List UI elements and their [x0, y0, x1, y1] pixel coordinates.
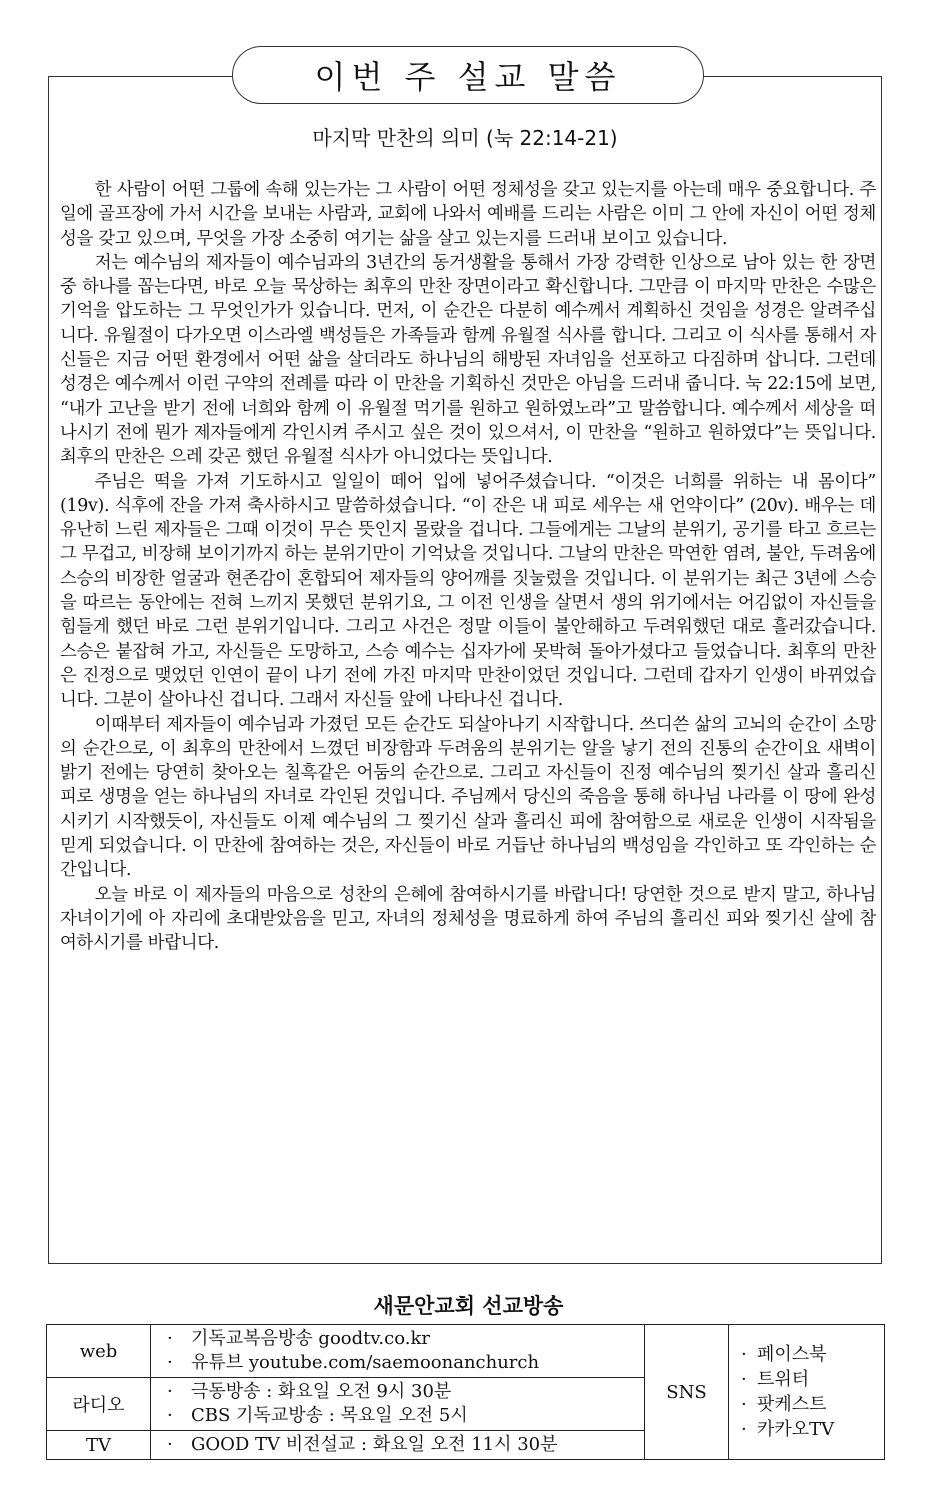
web-items [151, 1325, 645, 1378]
broadcast-table [46, 1324, 885, 1460]
radio-items [151, 1378, 645, 1431]
list-item: · 극동방송 : 화요일 오전 9시 30분 [167, 1380, 644, 1404]
list-item: · 기독교복음방송 goodtv.co.kr [167, 1327, 644, 1351]
list-item: · CBS 기독교방송 : 목요일 오전 5시 [167, 1404, 644, 1428]
row-label-radio: 라디오 [47, 1378, 151, 1431]
sermon-paragraph: 한 사람이 어떤 그룹에 속해 있는가는 그 사람이 어떤 정체성을 갖고 있는지를 아는데 매우 중요합니다. 주일에 골프장에 가서 시간을 보내는 사람과, 교회에 나와서 예배를 드리는 사람은 이미 그 안에 자신이 어떤 정체성을 갖고 있으며, 무엇을 가장 소중히 여기는 삶을 살고 있는지를 드러내 보이고 있습니다. [60, 180, 876, 249]
sermon-body [60, 178, 876, 956]
sermon-title: 마지막 만찬의 의미 (눅 22:14-21) [312, 126, 618, 150]
tv-items [151, 1431, 645, 1460]
list-item: · 트위터 [741, 1367, 884, 1392]
list-item: · GOOD TV 비전설교 : 화요일 오전 11시 30분 [167, 1433, 644, 1457]
row-label-tv: TV [47, 1431, 151, 1460]
sns-label: SNS [645, 1325, 729, 1460]
row-label-web: web [47, 1325, 151, 1378]
sns-items [729, 1325, 885, 1460]
page-title: 이번 주 설교 말씀 [232, 46, 704, 104]
list-item: · 카카오TV [741, 1417, 884, 1442]
sermon-paragraph: 저는 예수님의 제자들이 예수님과의 3년간의 동거생활을 통해서 가장 강력한 인상으로 남아 있는 한 장면 중 하나를 꼽는다면, 바로 오늘 묵상하는 최후의 만찬 장면이라고 확신합니다. 그만큼 이 마지막 만찬은 수많은 기억을 압도하는 그 무엇인가가 있습니다. 먼저, 이 순간은 다분히 예수께서 계획하신 것임을 성경은 알려주십니다. 유월절이 다가오면 이스라엘 백성들은 가족들과 함께 유월절 식사를 합니다. 그리고 이 식사를 통해서 자신들은 지금 어떤 환경에서 어떤 삶을 살더라도 하나님의 해방된 자녀임을 선포하고 다짐하며 삽니다. 그런데 성경은 예수께서 이런 구약의 전례를 따라 이 만찬을 기획하신 것만은 아님을 드러내 줍니다. 눅 22:15에 보면, “내가 고난을 받기 전에 너희와 함께 이 유월절 먹기를 원하고 원하였노라”고 말씀합니다. 예수께서 세상을 떠나시기 전에 뭔가 제자들에게 각인시켜 주시고 싶은 것이 있으셔서, 이 만찬을 “원하고 원하였다”는 뜻입니다. 최후의 만찬은 으레 갖곤 했던 유월절 식사가 아니었다는 뜻입니다. [60, 252, 876, 468]
list-item: · 유튜브 youtube.com/saemoonanchurch [167, 1351, 644, 1375]
sermon-paragraph: 오늘 바로 이 제자들의 마음으로 성찬의 은혜에 참여하시기를 바랍니다! 당연한 것으로 받지 말고, 하나님 자녀이기에 아 자리에 초대받았음을 믿고, 자녀의 정체성을 명료하게 하여 주님의 흘리신 피와 찢기신 살에 참여하시기를 바랍니다. [60, 884, 876, 954]
table-row [47, 1325, 885, 1378]
sermon-paragraph: 이때부터 제자들이 예수님과 가졌던 모든 순간도 되살아나기 시작합니다. 쓰디쓴 삶의 고뇌의 순간이 소망의 순간으로, 이 최후의 만찬에서 느꼈던 비장함과 두려움의 분위기는 알을 낳기 전의 진통의 순간이요 새벽이 밝기 전에는 당연히 찾아오는 칠흑같은 어둠의 순간으로. 그리고 자신들이 진정 예수님의 찢기신 살과 흘리신 피로 생명을 얻는 하나님의 자녀로 각인된 것입니다. 주님께서 당신의 죽음을 통해 하나님 나라를 이 땅에 완성시키기 시작했듯이, 자신들도 이제 예수님의 그 찢기신 살과 흘리신 피에 참여함으로 새로운 인생이 시작됨을 믿게 되었습니다. 이 만찬에 참여하는 것은, 자신들이 바로 거듭난 하나님의 백성임을 각인하고 또 각인하는 순간입니다. [60, 714, 876, 881]
list-item: · 페이스북 [741, 1342, 884, 1367]
list-item: · 팟케스트 [741, 1392, 884, 1417]
broadcast-heading: 새문안교회 선교방송 [373, 1294, 564, 1318]
sermon-paragraph: 주님은 떡을 가져 기도하시고 일일이 떼어 입에 넣어주셨습니다. “이것은 너희를 위하는 내 몸이다” (19v). 식후에 잔을 가져 축사하시고 말씀하셨습니다. “이 잔은 내 피로 세우는 새 언약이다” (20v). 배우는 데 유난히 느린 제자들은 그때 이것이 무슨 뜻인지 몰랐을 겁니다. 그들에게는 그날의 분위기, 공기를 타고 흐르는 그 무겁고, 비장해 보이기까지 하는 분위기만이 기억났을 것입니다. 그날의 만찬은 막연한 염려, 불안, 두려움에 스승의 비장한 얼굴과 현존감이 혼합되어 제자들의 양어깨를 짓눌렀을 것입니다. 이 분위기는 최근 3년에 스승을 따르는 동안에는 전혀 느끼지 못했던 분위기요, 그 이전 인생을 살면서 생의 위기에서는 어김없이 자신들을 힘들게 했던 바로 그런 분위기입니다. 그리고 사건은 정말 이들이 불안해하고 두려워했던 대로 흘러갔습니다. 스승은 붙잡혀 가고, 자신들은 도망하고, 스승 예수는 십자가에 못박혀 돌아가셨다고 들었습니다. 최후의 만찬은 진정으로 맺었던 인연이 끝이 나기 전에 가진 마지막 만찬이었던 것입니다. 그런데 갑자기 인생이 바뀌었습니다. 그분이 살아나신 겁니다. 그래서 자신들 앞에 나타나신 겁니다. [60, 471, 876, 711]
